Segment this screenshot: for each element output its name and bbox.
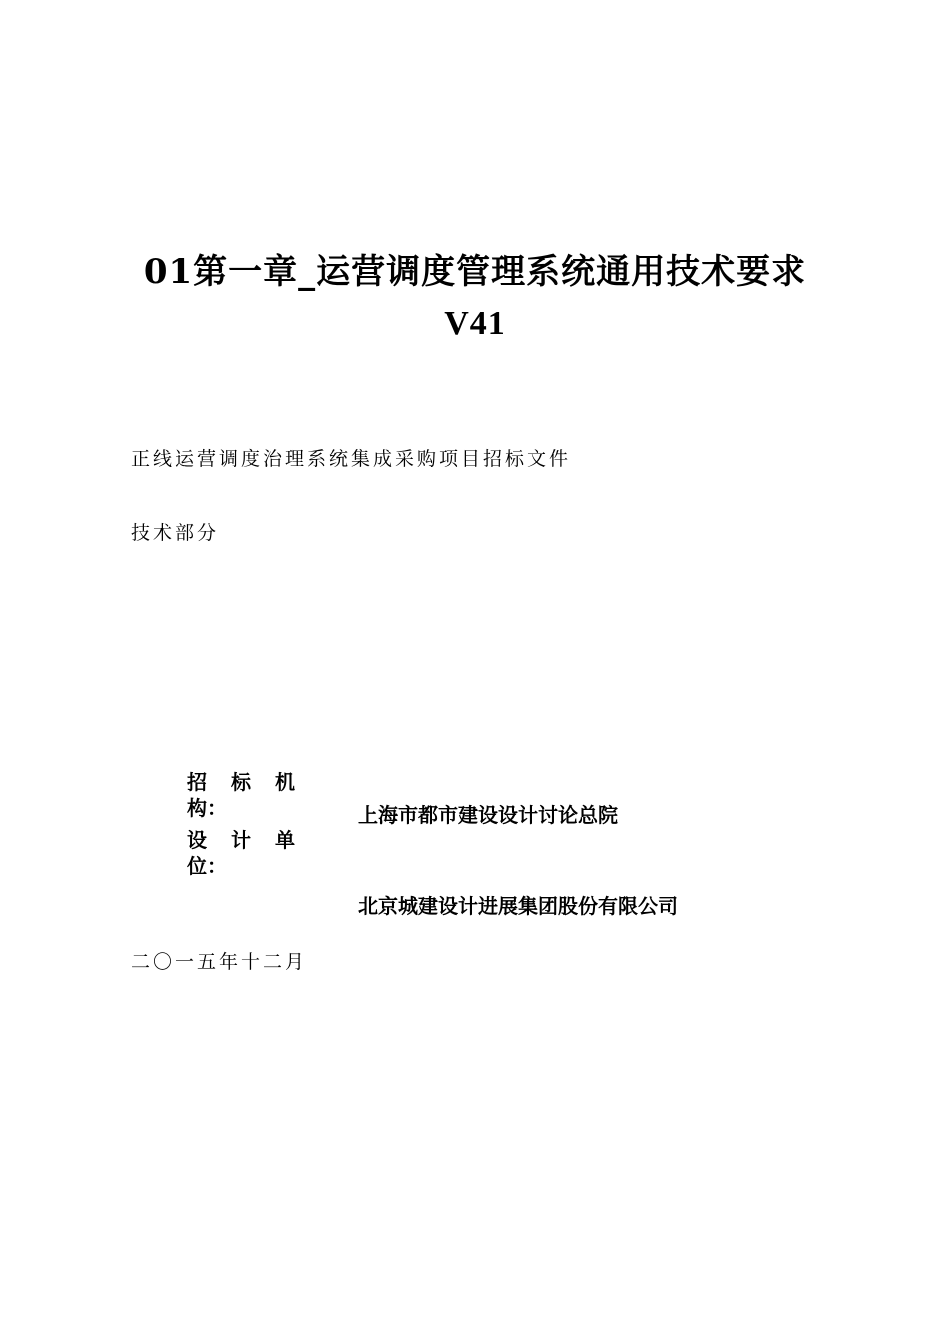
label-char: 单 xyxy=(275,828,295,852)
label-char: 设 xyxy=(187,828,207,852)
tender-agency-label xyxy=(187,769,305,821)
label-char: 机 xyxy=(275,770,295,794)
design-unit-label xyxy=(187,827,305,879)
label-char: 计 xyxy=(231,828,251,852)
label-tail: 位： xyxy=(187,854,227,878)
document-subtitle: 正线运营调度治理系统集成采购项目招标文件 xyxy=(131,448,572,470)
design-unit-value: 北京城建设计进展集团股份有限公司 xyxy=(358,894,678,918)
document-title-line1: 01第一章_运营调度管理系统通用技术要求 xyxy=(143,252,807,292)
tender-agency-label-spread xyxy=(187,769,295,795)
label-char: 招 xyxy=(187,770,207,794)
section-label: 技术部分 xyxy=(131,522,220,544)
design-unit-label-spread xyxy=(187,827,295,853)
label-tail: 构： xyxy=(187,796,227,820)
label-char: 标 xyxy=(231,770,251,794)
document-date: 二〇一五年十二月 xyxy=(131,951,308,973)
document-title-line2: V41 xyxy=(444,305,506,342)
tender-agency-value: 上海市都市建设设计讨论总院 xyxy=(358,803,618,827)
